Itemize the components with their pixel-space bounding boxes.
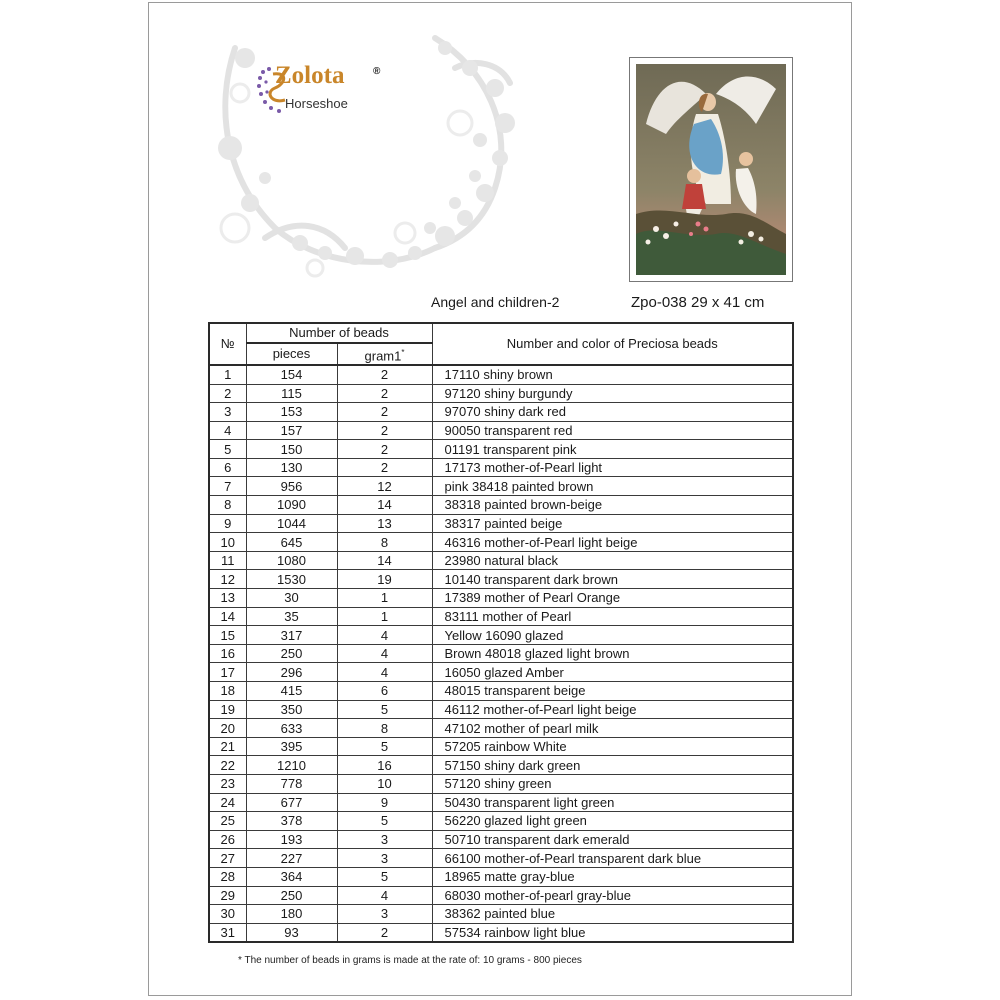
row-bead-color: 90050 transparent red: [432, 421, 793, 440]
row-bead-color: 38317 painted beige: [432, 514, 793, 533]
product-title: Angel and children-2: [431, 294, 560, 310]
row-pieces: 378: [246, 812, 337, 831]
row-pieces: 35: [246, 607, 337, 626]
row-number: 14: [209, 607, 246, 626]
row-grams: 1: [337, 589, 432, 608]
table-row: [209, 403, 793, 422]
row-bead-color: 38362 painted blue: [432, 905, 793, 924]
row-number: 16: [209, 644, 246, 663]
row-number: 30: [209, 905, 246, 924]
row-pieces: 1530: [246, 570, 337, 589]
beads-table: [208, 322, 794, 943]
row-grams: 10: [337, 774, 432, 793]
table-row: [209, 886, 793, 905]
table-row: [209, 644, 793, 663]
table-row: [209, 514, 793, 533]
table-row: [209, 421, 793, 440]
row-pieces: 956: [246, 477, 337, 496]
table-row: [209, 756, 793, 775]
table-row: [209, 774, 793, 793]
row-number: 7: [209, 477, 246, 496]
row-grams: 8: [337, 533, 432, 552]
row-pieces: 350: [246, 700, 337, 719]
angel-illustration-icon: [636, 64, 786, 275]
row-number: 22: [209, 756, 246, 775]
row-bead-color: 23980 natural black: [432, 551, 793, 570]
header-number-of-beads: Number of beads: [246, 323, 432, 343]
row-bead-color: 48015 transparent beige: [432, 682, 793, 701]
row-grams: 2: [337, 365, 432, 384]
row-bead-color: 46316 mother-of-Pearl light beige: [432, 533, 793, 552]
table-row: [209, 867, 793, 886]
header-gram-label: gram1: [364, 347, 402, 363]
row-pieces: 1090: [246, 496, 337, 515]
row-number: 17: [209, 663, 246, 682]
row-number: 8: [209, 496, 246, 515]
row-number: 23: [209, 774, 246, 793]
row-pieces: 130: [246, 458, 337, 477]
product-picture: [629, 57, 793, 282]
row-bead-color: 17173 mother-of-Pearl light: [432, 458, 793, 477]
row-grams: 6: [337, 682, 432, 701]
row-pieces: 1210: [246, 756, 337, 775]
table-row: [209, 663, 793, 682]
header-pieces: pieces: [246, 343, 337, 365]
table-row: [209, 440, 793, 459]
row-pieces: 157: [246, 421, 337, 440]
header-color-description: Number and color of Preciosa beads: [432, 323, 793, 365]
row-pieces: 317: [246, 626, 337, 645]
row-pieces: 115: [246, 384, 337, 403]
row-bead-color: 83111 mother of Pearl: [432, 607, 793, 626]
row-number: 11: [209, 551, 246, 570]
row-number: 4: [209, 421, 246, 440]
row-number: 10: [209, 533, 246, 552]
row-number: 15: [209, 626, 246, 645]
row-grams: 2: [337, 421, 432, 440]
row-bead-color: Brown 48018 glazed light brown: [432, 644, 793, 663]
row-number: 9: [209, 514, 246, 533]
row-grams: 13: [337, 514, 432, 533]
row-number: 27: [209, 849, 246, 868]
row-bead-color: 50710 transparent dark emerald: [432, 830, 793, 849]
row-grams: 16: [337, 756, 432, 775]
header-number: №: [209, 323, 246, 365]
row-grams: 9: [337, 793, 432, 812]
table-row: [209, 477, 793, 496]
beads-table-body: [209, 365, 793, 942]
brand-logo: [255, 62, 395, 118]
row-pieces: 645: [246, 533, 337, 552]
row-number: 2: [209, 384, 246, 403]
row-number: 19: [209, 700, 246, 719]
row-number: 6: [209, 458, 246, 477]
table-row: [209, 365, 793, 384]
table-row: [209, 793, 793, 812]
row-number: 26: [209, 830, 246, 849]
registered-mark: ®: [373, 66, 381, 77]
row-number: 29: [209, 886, 246, 905]
table-row: [209, 607, 793, 626]
table-row: [209, 923, 793, 942]
row-bead-color: 17110 shiny brown: [432, 365, 793, 384]
row-bead-color: 97070 shiny dark red: [432, 403, 793, 422]
row-number: 31: [209, 923, 246, 942]
row-bead-color: 17389 mother of Pearl Orange: [432, 589, 793, 608]
row-grams: 3: [337, 830, 432, 849]
row-grams: 3: [337, 849, 432, 868]
row-bead-color: 57120 shiny green: [432, 774, 793, 793]
table-row: [209, 551, 793, 570]
row-number: 24: [209, 793, 246, 812]
row-bead-color: 57534 rainbow light blue: [432, 923, 793, 942]
row-grams: 14: [337, 496, 432, 515]
row-bead-color: 57150 shiny dark green: [432, 756, 793, 775]
row-grams: 5: [337, 737, 432, 756]
row-number: 5: [209, 440, 246, 459]
row-pieces: 415: [246, 682, 337, 701]
row-pieces: 677: [246, 793, 337, 812]
row-grams: 4: [337, 644, 432, 663]
row-grams: 2: [337, 458, 432, 477]
row-bead-color: 38318 painted brown-beige: [432, 496, 793, 515]
table-row: [209, 496, 793, 515]
footnote: * The number of beads in grams is made at the rate of: 10 grams - 800 pieces: [238, 955, 582, 966]
row-bead-color: Yellow 16090 glazed: [432, 626, 793, 645]
row-pieces: 193: [246, 830, 337, 849]
table-row: [209, 849, 793, 868]
row-number: 21: [209, 737, 246, 756]
row-pieces: 296: [246, 663, 337, 682]
row-number: 18: [209, 682, 246, 701]
brand-tagline: Horseshoe: [285, 96, 348, 111]
table-row: [209, 719, 793, 738]
row-pieces: 250: [246, 886, 337, 905]
row-bead-color: 16050 glazed Amber: [432, 663, 793, 682]
row-bead-color: 97120 shiny burgundy: [432, 384, 793, 403]
row-number: 1: [209, 365, 246, 384]
table-row: [209, 570, 793, 589]
row-number: 3: [209, 403, 246, 422]
row-grams: 8: [337, 719, 432, 738]
row-grams: 2: [337, 384, 432, 403]
row-bead-color: 47102 mother of pearl milk: [432, 719, 793, 738]
table-row: [209, 905, 793, 924]
header-gram-mark: *: [401, 347, 405, 357]
row-grams: 5: [337, 867, 432, 886]
row-bead-color: 50430 transparent light green: [432, 793, 793, 812]
table-row: [209, 812, 793, 831]
row-pieces: 395: [246, 737, 337, 756]
brand-name: Zolota: [275, 62, 345, 89]
header-gram: [337, 343, 432, 365]
table-row: [209, 737, 793, 756]
row-bead-color: 66100 mother-of-Pearl transparent dark blue: [432, 849, 793, 868]
row-pieces: 778: [246, 774, 337, 793]
row-number: 25: [209, 812, 246, 831]
row-bead-color: 57205 rainbow White: [432, 737, 793, 756]
row-grams: 2: [337, 923, 432, 942]
table-row: [209, 589, 793, 608]
row-pieces: 150: [246, 440, 337, 459]
row-number: 12: [209, 570, 246, 589]
row-grams: 2: [337, 440, 432, 459]
table-row: [209, 533, 793, 552]
row-grams: 4: [337, 663, 432, 682]
row-grams: 3: [337, 905, 432, 924]
row-pieces: 364: [246, 867, 337, 886]
row-pieces: 93: [246, 923, 337, 942]
row-grams: 1: [337, 607, 432, 626]
row-grams: 4: [337, 626, 432, 645]
table-row: [209, 682, 793, 701]
row-grams: 14: [337, 551, 432, 570]
row-pieces: 154: [246, 365, 337, 384]
table-row: [209, 830, 793, 849]
row-number: 28: [209, 867, 246, 886]
row-grams: 4: [337, 886, 432, 905]
row-grams: 12: [337, 477, 432, 496]
row-pieces: 153: [246, 403, 337, 422]
table-row: [209, 626, 793, 645]
row-bead-color: 18965 matte gray-blue: [432, 867, 793, 886]
product-code-size: Zpo-038 29 x 41 cm: [631, 294, 765, 311]
row-bead-color: 46112 mother-of-Pearl light beige: [432, 700, 793, 719]
row-grams: 2: [337, 403, 432, 422]
row-grams: 19: [337, 570, 432, 589]
row-grams: 5: [337, 812, 432, 831]
row-bead-color: 10140 transparent dark brown: [432, 570, 793, 589]
row-bead-color: 68030 mother-of-pearl gray-blue: [432, 886, 793, 905]
row-pieces: 633: [246, 719, 337, 738]
row-bead-color: pink 38418 painted brown: [432, 477, 793, 496]
row-grams: 5: [337, 700, 432, 719]
table-row: [209, 384, 793, 403]
table-row: [209, 700, 793, 719]
row-bead-color: 01191 transparent pink: [432, 440, 793, 459]
row-number: 20: [209, 719, 246, 738]
table-row: [209, 458, 793, 477]
row-bead-color: 56220 glazed light green: [432, 812, 793, 831]
row-pieces: 30: [246, 589, 337, 608]
row-pieces: 180: [246, 905, 337, 924]
row-pieces: 250: [246, 644, 337, 663]
row-pieces: 227: [246, 849, 337, 868]
row-pieces: 1080: [246, 551, 337, 570]
row-pieces: 1044: [246, 514, 337, 533]
row-number: 13: [209, 589, 246, 608]
